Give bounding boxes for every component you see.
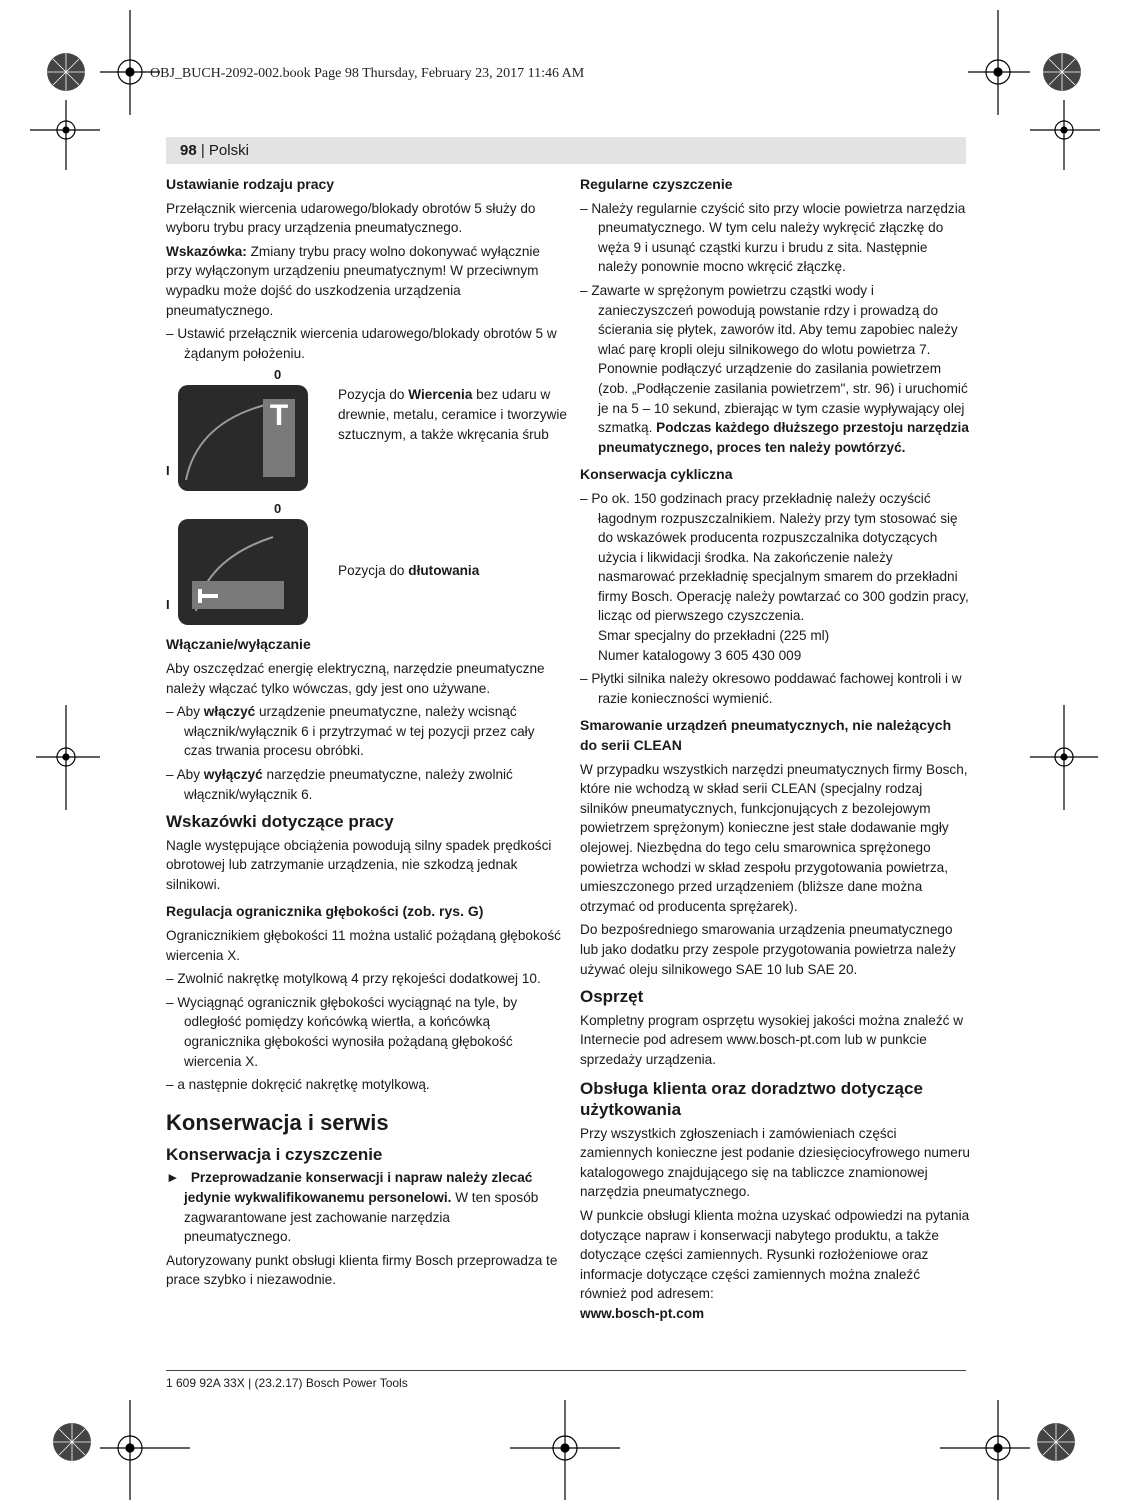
heading-cleaning: Konserwacja i czyszczenie [166, 1144, 383, 1164]
heading-service: Konserwacja i serwis [166, 1109, 389, 1135]
off-text-b: narzędzie pneumatyczne, należy zwolnić włącznik/wyłącznik 6. [184, 766, 513, 802]
footer-text: 1 609 92A 33X | (23.2.17) Bosch Power Tools [166, 1376, 408, 1390]
dial-label-I: I [166, 597, 170, 613]
note-label: Wskazówka: [166, 243, 247, 259]
dial-label-I: I [166, 463, 170, 479]
selector-dial-drill-icon [178, 385, 308, 491]
header-separator: | [196, 142, 209, 159]
svg-text:T: T [269, 399, 289, 433]
list-item-cyc-1: – Po ok. 150 godzinach pracy przekładnię należy oczyścić łagodnym rozpuszczalnikiem. Należy przy tym stosować się do wskazówek producenta rozpuszczalnika dotyczących użycia i likwidacji środka. Na zakończenie należy nasmarować przekładnię specjalnym smarem do przekładni firmy Bosch. Operację należy powtarzać co 300 godzin pracy, licząc od pierwszego czyszczenia. [580, 490, 969, 624]
list-item-on [166, 702, 561, 761]
list-item-depth-1: – Zwolnić nakrętkę motylkową 4 przy rękojeści dodatkowej 10. [166, 971, 541, 987]
header-language: Polski [208, 142, 249, 159]
mode-chiselling [166, 501, 561, 629]
list-item-mode: – Ustawić przełącznik wiercenia udarowego/blokady obrotów 5 w żądanym położeniu. [166, 326, 557, 361]
mode1-text-b: bez udaru w drewnie, metalu, ceramice i tworzywie sztucznym, a także wkręcania śrub [338, 387, 567, 442]
para-mode-2 [166, 242, 561, 320]
heading-mode: Ustawianie rodzaju pracy [166, 176, 335, 192]
page-number: 98 [180, 142, 197, 159]
reg2-bold: Podczas każdego dłuższego przestoju narzędzia pneumatycznego, proces ten należy powtórzyć. [598, 420, 969, 455]
list-item-cyc-2: – Płytki silnika należy okresowo poddawać fachowej kontroli i w razie konieczności wymienić. [580, 671, 962, 706]
on-text-b: urządzenie pneumatyczne, należy wcisnąć włącznik/wyłącznik 6 i przytrzymać w tej pozycji przez cały czas trwania procesu obróbki. [184, 704, 535, 759]
heading-lubrication: Smarowanie urządzeń pneumatycznych, nie należących do serii CLEAN [580, 717, 952, 754]
right-column [580, 175, 970, 1327]
bullet-bold: Przeprowadzanie konserwacji i napraw należy zlecać jedynie wykwalifikowanemu personelowi. [184, 1170, 533, 1205]
grease-name: Smar specjalny do przekładni (225 ml) [598, 628, 830, 644]
para-accessories: Kompletny program osprzętu wysokiej jakości można znaleźć w Internecie pod adresem www.bosch-pt.com lub w punkcie sprzedaży urządzenia. [580, 1012, 964, 1067]
bosch-url-link[interactable]: www.bosch-pt.com [580, 1305, 705, 1321]
bullet-rest: W ten sposób zagwarantowane jest zachowanie narzędzia pneumatycznego. [184, 1190, 539, 1245]
mode-chiselling-text [338, 561, 568, 581]
list-item-reg-1: – Należy regularnie czyścić sito przy wlocie powietrza narzędzia pneumatycznego. W tym celu należy wykręcić złączkę do węża 9 i usunąć cząstki kurzu i brudu z sita. Następnie należy ponownie mocno wkręcić złączkę. [580, 200, 966, 275]
para-onoff: Aby oszczędzać energię elektryczną, narzędzie pneumatyczne należy włączać tylko wówczas, gdy jest ono używane. [166, 660, 545, 696]
mode-drilling-text [338, 385, 568, 444]
list-item-depth-3: – a następnie dokręcić nakrętkę motylkową. [166, 1077, 430, 1093]
off-bold: wyłączyć [203, 766, 263, 782]
heading-tips: Wskazówki dotyczące pracy [166, 812, 394, 832]
heading-cyclic: Konserwacja cykliczna [580, 466, 733, 483]
para-mode-1: Przełącznik wiercenia udarowego/blokady obrotów 5 służy do wyboru trybu pracy urządzenia pneumatycznego. [166, 200, 536, 236]
para-customer-1: Przy wszystkich zgłoszeniach i zamówieniach części zamiennych konieczne jest podanie dziesięciocyfrowego numeru katalogowego znajdującego się na tabliczce znamionowej narzędzia pneumatycznego. [580, 1125, 970, 1200]
mode-drilling [166, 367, 567, 495]
para-lube-1: W przypadku wszystkich narzędzi pneumatycznych firmy Bosch, które nie wchodzą w skład serii CLEAN (specjalny rodzaj silników pneumatycznych, funkcjonujących z bezolejowym powietrzem sprężonym) konieczne jest stałe dodawanie mgły olejowej. Niezbędna do tego celu smarownica sprężonego powietrza wchodzi w skład zespołu przygotowania powietrza, umieszczonego przed urządzeniem (bliższe dane można otrzymać od producenta sprężarek). [580, 761, 968, 914]
page-header [180, 142, 249, 159]
dial-label-0: 0 [274, 367, 282, 383]
mode1-text-a: Pozycja do [338, 387, 409, 403]
mode1-bold: Wiercenia [408, 387, 473, 403]
para-authorized: Autoryzowany punkt obsługi klienta firmy Bosch przeprowadza te prace szybko i niezawodnie. [166, 1252, 558, 1288]
note-text: Zmiany trybu pracy wolno dokonywać wyłącznie przy wyłączonym urządzeniu pneumatycznym! W przeciwnym wypadku może dojść do uszkodzenia urządzenia pneumatycznego. [166, 243, 540, 318]
list-item-depth-2: – Wyciągnąć ogranicznik głębokości wyciągnąć na tyle, by odległość pomiędzy końcówką wiertła, a końcówką ogranicznika głębokości wynosiła pożądaną głębokość wiercenia X. [166, 994, 518, 1069]
para-lube-2: Do bezpośredniego smarowania urządzenia pneumatycznego lub jako dodatku przy zespole przygotowania powietrza należy używać oleju silnikowego SAE 10 lub SAE 20. [580, 922, 956, 977]
selector-dial-chisel-icon [178, 519, 308, 625]
heading-depth: Regulacja ogranicznika głębokości (zob. rys. G) [166, 903, 484, 920]
heading-regular: Regularne czyszczenie [580, 176, 733, 192]
on-bold: włączyć [203, 704, 256, 720]
heading-customer: Obsługa klienta oraz doradztwo dotyczące użytkowania [580, 1078, 923, 1119]
print-slug: OBJ_BUCH-2092-002.book Page 98 Thursday, February 23, 2017 11:46 AM [150, 66, 585, 81]
heading-accessories: Osprzęt [580, 987, 644, 1007]
para-customer-2: W punkcie obsługi klienta można uzyskać odpowiedzi na pytania dotyczące napraw i konserwacji nabytego produktu, a także dotyczące części zamiennych. Rysunki rozłożeniowe oraz informacje dotyczące części zamiennych można znaleźć również pod adresem: [580, 1207, 970, 1302]
dial-label-0: 0 [274, 501, 282, 517]
mode2-bold: dłutowania [408, 563, 480, 579]
list-item-reg-2 [580, 281, 970, 457]
reg2-text: – Zawarte w sprężonym powietrzu cząstki wody i zanieczyszczeń powodują powstanie rdzy i prowadzą do ścierania się płytek, zaworów itd. Aby temu zapobiec należy wlać parę kropli oleju silnikowego do wlotu powietrza 7. Ponownie podłączyć urządzenie do zasilania powietrzem (zob. „Podłączenie zasilania powietrzem", str. 96) i uruchomić je na 5 – 10 sekund, zbierając w tym czasie wypływający olej szmatką. [580, 282, 968, 436]
left-column [166, 175, 567, 1294]
header-bar [166, 137, 966, 164]
para-depth: Ogranicznikiem głębokości 11 można ustalić pożądaną głębokość wiercenia X. [166, 928, 561, 963]
bullet-arrow-icon: ► [166, 1170, 180, 1186]
mode2-text-a: Pozycja do [338, 563, 409, 579]
footer-rule [166, 1370, 966, 1371]
list-item-off [166, 765, 561, 804]
on-text-a: – Aby [166, 704, 204, 720]
grease-number: Numer katalogowy 3 605 430 009 [598, 647, 802, 663]
bullet-safety [166, 1168, 561, 1246]
off-text-a: – Aby [166, 766, 204, 782]
heading-onoff: Włączanie/wyłączanie [166, 636, 311, 653]
para-tips: Nagle występujące obciążenia powodują silny spadek prędkości obrotowej lub zatrzymanie urządzenia, nie szkodzą jednak silnikowi. [166, 837, 552, 892]
